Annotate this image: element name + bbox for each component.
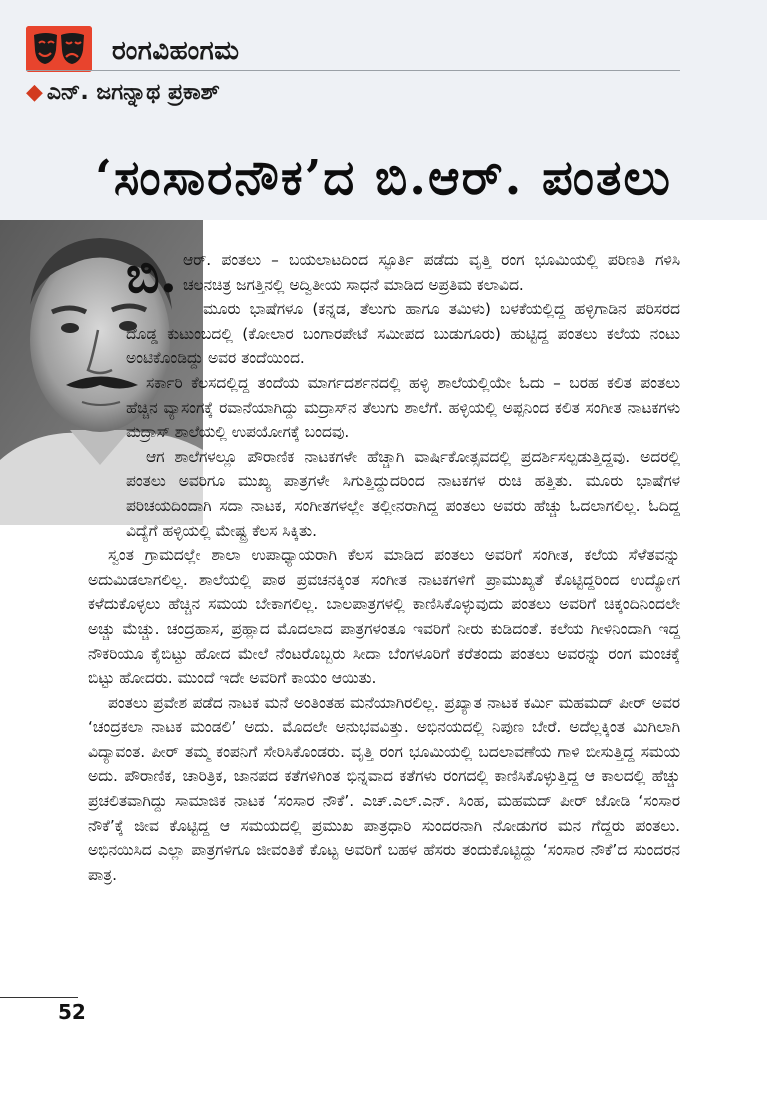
- author-name: ಎನ್. ಜಗನ್ನಾಥ ಪ್ರಕಾಶ್: [46, 80, 220, 105]
- article-body: [88, 245, 680, 887]
- section-name: ರಂಗವಿಹಂಗಮ: [112, 36, 240, 66]
- article-paragraph: ಸರ್ಕಾರಿ ಕೆಲಸದಲ್ಲಿದ್ದ ತಂದೆಯ ಮಾರ್ಗದರ್ಶನದಲ್ಲಿ ಹಳ್ಳಿ ಶಾಲೆಯಲ್ಲಿಯೇ ಓದು – ಬರಹ ಕಲಿತ ಪಂತಲು ಹೆಚ್ಚಿನ ವ್ಯಾಸಂಗಕ್ಕೆ ರವಾನೆಯಾಗಿದ್ದು ಮದ್ರಾಸ್‌ನ ತೆಲುಗು ಶಾಲೆಗೆ. ಹಳ್ಳಿಯಲ್ಲಿ ಅಪ್ಪನಿಂದ ಕಲಿತ ಸಂಗೀತ ನಾಟಕಗಳು ಮದ್ರಾಸ್ ಶಾಲೆಯಲ್ಲಿ ಉಪಯೋಗಕ್ಕೆ ಬಂದವು.: [126, 373, 680, 442]
- article-title: ‘ಸಂಸಾರನೌಕ’ದ ಬಿ.ಆರ್. ಪಂತಲು: [95, 150, 672, 206]
- article-paragraph: ಪಂತಲು ಪ್ರವೇಶ ಪಡೆದ ನಾಟಕ ಮನೆ ಅಂತಿಂತಹ ಮನೆಯಾಗಿರಲಿಲ್ಲ. ಪ್ರಖ್ಯಾತ ನಾಟಕ ಕರ್ಮಿ ಮಹಮದ್ ಪೀರ್ ಅವರ ‘ಚಂದ್ರಕಲಾ ನಾಟಕ ಮಂಡಲಿ’ ಅದು. ಮೊದಲೇ ಅನುಭವವಿತ್ತು. ಅಭಿನಯದಲ್ಲಿ ನಿಪುಣ ಬೇರೆ. ಅದೆಲ್ಲಕ್ಕಿಂತ ಮಿಗಿಲಾಗಿ ವಿದ್ಯಾವಂತ. ಪೀರ್ ತಮ್ಮ ಕಂಪನಿಗೆ ಸೇರಿಸಿಕೊಂಡರು. ವೃತ್ತಿ ರಂಗ ಭೂಮಿಯಲ್ಲಿ ಬದಲಾವಣೆಯ ಗಾಳಿ ಬೀಸುತ್ತಿದ್ದ ಸಮಯ ಅದು. ಪೌರಾಣಿಕ, ಚಾರಿತ್ರಿಕ, ಜಾನಪದ ಕತೆಗಳಿಗಿಂತ ಭಿನ್ನವಾದ ಕತೆಗಳು ರಂಗದಲ್ಲಿ ಕಾಣಿಸಿಕೊಳ್ಳುತ್ತಿದ್ದ ಆ ಕಾಲದಲ್ಲಿ ಹೆಚ್ಚು ಪ್ರಚಲಿತವಾಗಿದ್ದು ಸಾಮಾಜಿಕ ನಾಟಕ ‘ಸಂಸಾರ ನೌಕೆ’. ಎಚ್.ಎಲ್.ಎನ್. ಸಿಂಹ, ಮಹಮದ್ ಪೀರ್ ಜೋಡಿ ‘ಸಂಸಾರ ನೌಕೆ’ಕ್ಕೆ ಜೀವ ಕೊಟ್ಟಿದ್ದ ಆ ಸಮಯದಲ್ಲಿ ಪ್ರಮುಖ ಪಾತ್ರಧಾರಿ ಸುಂದರನಾಗಿ ನೋಡುಗರ ಮನ ಗೆದ್ದರು ಪಂತಲು. ಅಭಿನಯಿಸಿದ ಎಲ್ಲಾ ಪಾತ್ರಗಳಿಗೂ ಜೀವಂತಿಕೆ ಕೊಟ್ಟ ಅವರಿಗೆ ಬಹಳ ಹೆಸರು ತಂದುಕೊಟ್ಟಿದ್ದು ‘ಸಂಸಾರ ನೌಕೆ’ದ ಸುಂದರನ ಪಾತ್ರ.: [88, 693, 680, 884]
- drop-cap: ಬಿ.: [126, 245, 178, 304]
- page-number-rule: [0, 997, 78, 998]
- article-paragraph: ಸ್ವಂತ ಗ್ರಾಮದಲ್ಲೇ ಶಾಲಾ ಉಪಾಧ್ಯಾಯರಾಗಿ ಕೆಲಸ ಮಾಡಿದ ಪಂತಲು ಅವರಿಗೆ ಸಂಗೀತ, ಕಲೆಯ ಸೆಳೆತವನ್ನು ಅದುಮಿಡಲಾಗಲಿಲ್ಲ. ಶಾಲೆಯಲ್ಲಿ ಪಾಠ ಪ್ರವಚನಕ್ಕಿಂತ ಸಂಗೀತ ನಾಟಕಗಳಿಗೆ ಪ್ರಾಮುಖ್ಯತೆ ಕೊಟ್ಟಿದ್ದರಿಂದ ಉದ್ಯೋಗ ಕಳೆದುಕೊಳ್ಳಲು ಹೆಚ್ಚಿನ ಸಮಯ ಬೇಕಾಗಲಿಲ್ಲ. ಬಾಲಪಾತ್ರಗಳಲ್ಲಿ ಕಾಣಿಸಿಕೊಳ್ಳುವುದು ಪಂತಲು ಅವರಿಗೆ ಚಿಕ್ಕಂದಿನಿಂದಲೇ ಅಚ್ಚು ಮೆಚ್ಚು. ಚಂದ್ರಹಾಸ, ಪ್ರಹ್ಲಾದ ಮೊದಲಾದ ಪಾತ್ರಗಳಂತೂ ಇವರಿಗೆ ನೀರು ಕುಡಿದಂತೆ. ಕಲೆಯ ಗೀಳಿನಿಂದಾಗಿ ಇದ್ದ ನೌಕರಿಯೂ ಕೈಬಿಟ್ಟು ಹೋದ ಮೇಲೆ ನೆಂಟರೊಬ್ಬರು ಸೀದಾ ಬೆಂಗಳೂರಿಗೆ ಕರೆತಂದು ಪಂತಲು ಅವರನ್ನು ರಂಗ ಮಂಚಕ್ಕೆ ಬಿಟ್ಟು ಹೋದರು. ಮುಂದೆ ಇದೇ ಅವರಿಗೆ ಕಾಯಂ ಆಯಿತು.: [88, 546, 680, 688]
- theatre-masks-icon: [26, 26, 92, 72]
- byline-bullet: ◆: [26, 80, 43, 105]
- header-divider: [26, 70, 680, 71]
- byline: [26, 80, 220, 105]
- article-paragraph: ಮೂರು ಭಾಷೆಗಳೂ (ಕನ್ನಡ, ತೆಲುಗು ಹಾಗೂ ತಮಿಳು) ಬಳಕೆಯಲ್ಲಿದ್ದ ಹಳ್ಳಿಗಾಡಿನ ಪರಿಸರದ ದೊಡ್ಡ ಕುಟುಂಬದಲ್ಲಿ (ಕೋಲಾರ ಬಂಗಾರಪೇಟೆ ಸಮೀಪದ ಬುಡುಗೂರು) ಹುಟ್ಟಿದ್ದ ಪಂತಲು ಕಲೆಯ ನಂಟು ಅಂಟಿಕೊಂಡಿದ್ದು ಅವರ ತಂದೆಯಿಂದ.: [126, 300, 680, 368]
- article-paragraph: ಆರ್. ಪಂತಲು – ಬಯಲಾಟದಿಂದ ಸ್ಫೂರ್ತಿ ಪಡೆದು ವೃತ್ತಿ ರಂಗ ಭೂಮಿಯಲ್ಲಿ ಪರಿಣತಿ ಗಳಿಸಿ ಚಲನಚಿತ್ರ ಜಗತ್ತಿನಲ್ಲಿ ಅದ್ವಿತೀಯ ಸಾಧನೆ ಮಾಡಿದ ಅಪ್ರತಿಮ ಕಲಾವಿದ.: [183, 251, 680, 294]
- section-logo: [26, 26, 92, 72]
- article-paragraph: ಆಗ ಶಾಲೆಗಳಲ್ಲೂ ಪೌರಾಣಿಕ ನಾಟಕಗಳೇ ಹೆಚ್ಚಾಗಿ ವಾರ್ಷಿಕೋತ್ಸವದಲ್ಲಿ ಪ್ರದರ್ಶಿಸಲ್ಪಡುತ್ತಿದ್ದವು. ಅದರಲ್ಲಿ ಪಂತಲು ಅವರಿಗೂ ಮುಖ್ಯ ಪಾತ್ರಗಳೇ ಸಿಗುತ್ತಿದ್ದುದರಿಂದ ನಾಟಕಗಳ ರುಚಿ ಹತ್ತಿತು. ಮೂರು ಭಾಷೆಗಳ ಪರಿಚಯದಿಂದಾಗಿ ಸದಾ ನಾಟಕ, ಸಂಗೀತಗಳಲ್ಲೇ ತಲ್ಲೀನರಾಗಿದ್ದ ಪಂತಲು ಅವರು ಹೆಚ್ಚು ಓದಲಾಗಲಿಲ್ಲ. ಓದಿದ್ದ ವಿದ್ಯೆಗೆ ಹಳ್ಳಿಯಲ್ಲಿ ಮೇಷ್ಟ್ರ ಕೆಲಸ ಸಿಕ್ಕಿತು.: [126, 447, 680, 540]
- page-number: 52: [58, 1000, 86, 1024]
- photo-wrap-spacer: [0, 248, 126, 524]
